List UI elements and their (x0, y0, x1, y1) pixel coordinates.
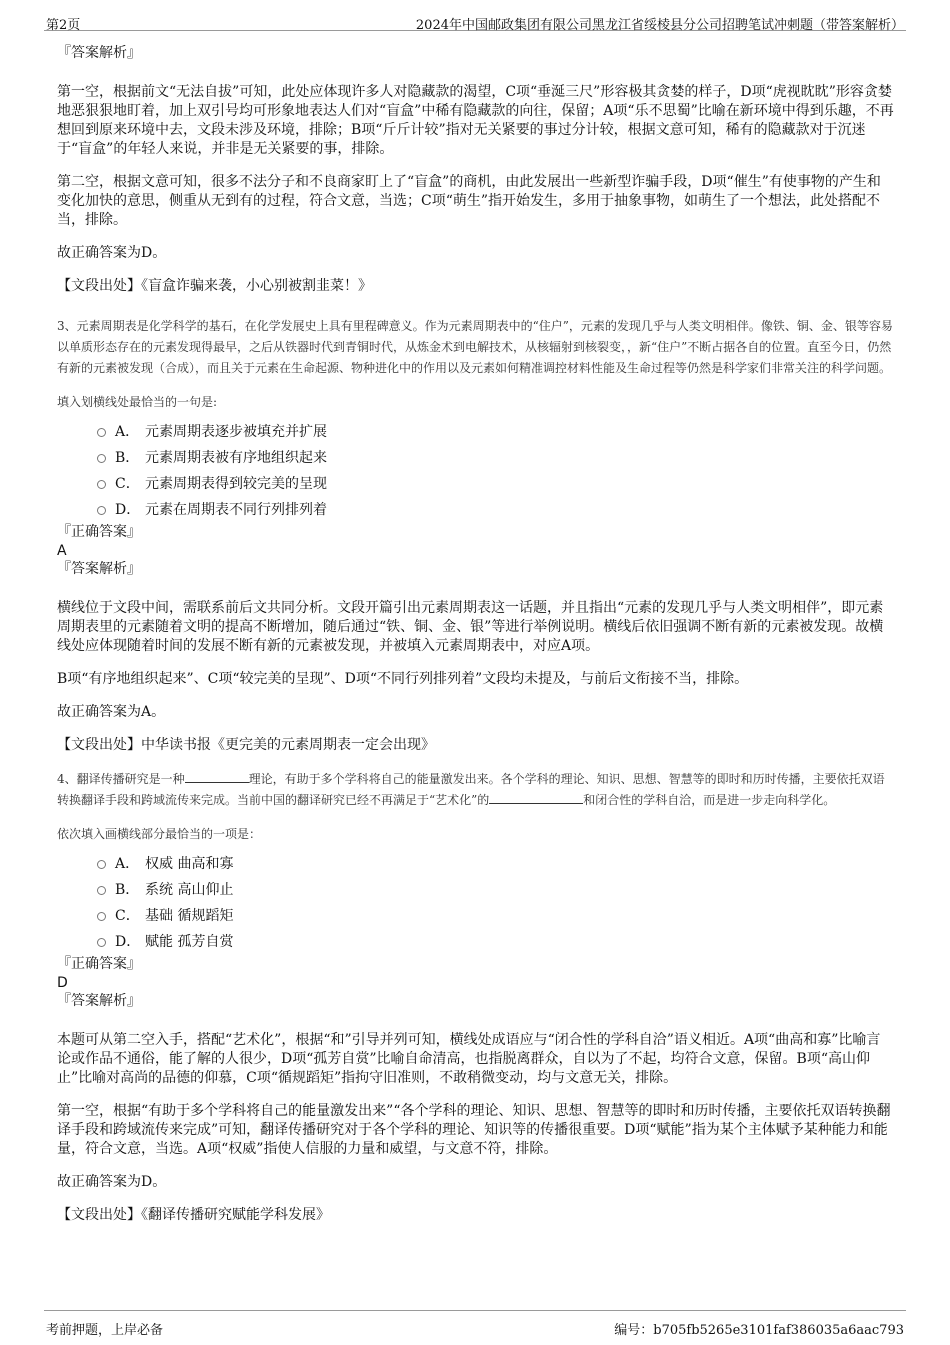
q4-option-d[interactable]: D． 赋能 孤芳自赏 (97, 929, 894, 955)
q3-conclusion: 故正确答案为A。 (57, 704, 166, 720)
q3-options (57, 419, 894, 523)
q4-source: 【文段出处】《翻译传播研究赋能学科发展》 (57, 1207, 330, 1223)
q2-conclusion: 故正确答案为D。 (57, 245, 167, 261)
q2-analysis-paragraph: 第一空，根据前文“无法自拔”可知，此处应体现许多人对隐藏款的渴望，C项“垂涎三尺”形容极其贪婪的样子，D项“虎视眈眈”形容贪婪地恶狠狠地盯着，加上双引号均可形象地表达人们对“盲盒”中稀有隐藏款的向往，保留；A项“乐不思蜀”比喻在新环境中得到乐趣，不再想回到原来环境中去，文段未涉及环境，排除；B项“斤斤计较”指对无关紧要的事过分计较，根据文意可知，稀有的隐藏款对于沉迷于“盲盒”的年轻人来说，并非是无关紧要的事，排除。 (57, 84, 894, 157)
fill-blank-1 (185, 770, 249, 783)
q4-options (57, 851, 894, 955)
q2-source: 【文段出处】《盲盒诈骗来袭，小心别被割韭菜！》 (57, 278, 372, 294)
q4-option-b[interactable]: B． 系统 高山仰止 (97, 877, 894, 903)
q3-option-d[interactable]: D． 元素在周期表不同行列排列着 (97, 497, 894, 523)
q4-prompt: 依次填入画横线部分最恰当的一项是： (57, 827, 262, 841)
q4-stem: 4、翻译传播研究是一种 理论，有助于多个学科将自己的能量激发出来。各个学科的理论、知识、思想、智慧等的即时和历时传播，主要依托双语转换翻译手段和跨域流传来完成。当前中国的翻译研究已经不再满足于“艺术化”的 和闭合性的学科自洽，而是进一步走向科学化。 (57, 772, 885, 807)
q4-correct-label: 『正确答案』 (57, 956, 141, 972)
radio-icon[interactable] (97, 886, 106, 895)
footer-slogan: 考前押题，上岸必备 (46, 1323, 164, 1338)
q3-option-b[interactable]: B． 元素周期表被有序地组织起来 (97, 445, 894, 471)
radio-icon[interactable] (97, 480, 106, 489)
q4-option-a[interactable]: A． 权威 曲高和寡 (97, 851, 894, 877)
radio-icon[interactable] (97, 454, 106, 463)
q3-stem: 3、元素周期表是化学科学的基石，在化学发展史上具有里程碑意义。作为元素周期表中的“住户”，元素的发现几乎与人类文明相伴。像铁、铜、金、银等容易以单质形态存在的元素发现得最早，之后从铁器时代到青铜时代，从炼金术到电解技术，从核辐射到核裂变，，新“住户”不断占据各自的位置。直至今日，仍然有新的元素被发现（合成），而且关于元素在生命起源、物种进化中的作用以及元素如何精准调控材料性能及生命过程等仍然是科学家们非常关注的科学问题。 (57, 319, 893, 375)
q3-prompt: 填入划横线处最恰当的一句是: (57, 395, 218, 409)
q2-analysis-label: 『答案解析』 (57, 45, 141, 61)
q3-option-a[interactable]: A． 元素周期表逐步被填充并扩展 (97, 419, 894, 445)
q4-answer: D (57, 975, 68, 991)
q4-analysis-paragraph: 本题可从第二空入手，搭配“艺术化”，根据“和”引导并列可知，横线处成语应与“闭合性的学科自洽”语义相近。A项“曲高和寡”比喻言论或作品不通俗，能了解的人很少，D项“孤芳自赏”比喻自命清高，也指脱离群众，自以为了不起，均符合文意，保留。B项“高山仰止”比喻对高尚的品德的仰慕，C项“循规蹈矩”指拘守旧准则，不敢稍微变动，均与文意无关，排除。 (57, 1032, 881, 1086)
page-number: 第2页 (46, 18, 81, 33)
q3-option-c[interactable]: C． 元素周期表得到较完美的呈现 (97, 471, 894, 497)
radio-icon[interactable] (97, 938, 106, 947)
document-code: 编号：b705fb5265e3101faf386035a6aac793 (614, 1323, 904, 1338)
radio-icon[interactable] (97, 428, 106, 437)
q2-analysis-paragraph: 第二空，根据文意可知，很多不法分子和不良商家盯上了“盲盒”的商机，由此发展出一些新型诈骗手段，D项“催生”有使事物的产生和变化加快的意思，侧重从无到有的过程，符合文意，当选；C项“萌生”指开始发生，多用于抽象事物，如萌生了一个想法，此处搭配不当，排除。 (57, 174, 881, 228)
radio-icon[interactable] (97, 912, 106, 921)
q3-answer: A (57, 543, 67, 559)
page-content (57, 44, 894, 1225)
page-header (44, 8, 906, 31)
q4-conclusion: 故正确答案为D。 (57, 1174, 167, 1190)
q4-option-c[interactable]: C． 基础 循规蹈矩 (97, 903, 894, 929)
q4-analysis-paragraph: 第一空，根据“有助于多个学科将自己的能量激发出来”“各个学科的理论、知识、思想、智慧等的即时和历时传播，主要依托双语转换翻译手段和跨域流传来完成”可知，翻译传播研究对于各个学科的理论、知识等的传播很重要。D项“赋能”指为某个主体赋予某种能力和能量，符合文意，当选。A项“权威”指使人信服的力量和威望，与文意不符，排除。 (57, 1103, 891, 1157)
q4-analysis-label: 『答案解析』 (57, 993, 141, 1009)
q3-correct-label: 『正确答案』 (57, 524, 141, 540)
q3-analysis-label: 『答案解析』 (57, 561, 141, 577)
radio-icon[interactable] (97, 506, 106, 515)
q3-source: 【文段出处】中华读书报《更完美的元素周期表一定会出现》 (57, 737, 435, 753)
radio-icon[interactable] (97, 860, 106, 869)
document-title: 2024年中国邮政集团有限公司黑龙江省绥棱县分公司招聘笔试冲刺题（带答案解析） (415, 18, 904, 33)
q3-analysis-paragraph: 横线位于文段中间，需联系前后文共同分析。文段开篇引出元素周期表这一话题，并且指出“元素的发现几乎与人类文明相伴”，即元素周期表里的元素随着文明的提高不断增加，随后通过“铁、铜、金、银”等进行举例说明。横线后依旧强调不断有新的元素被发现。故横线处应体现随着时间的发展不断有新的元素被发现，并被填入元素周期表中，对应A项。 (57, 600, 884, 654)
fill-blank-2 (489, 791, 583, 804)
page-footer (44, 1310, 906, 1337)
q3-analysis-paragraph: B项“有序地组织起来”、C项“较完美的呈现”、D项“不同行列排列着”文段均未提及，与前后文衔接不当，排除。 (57, 671, 749, 687)
